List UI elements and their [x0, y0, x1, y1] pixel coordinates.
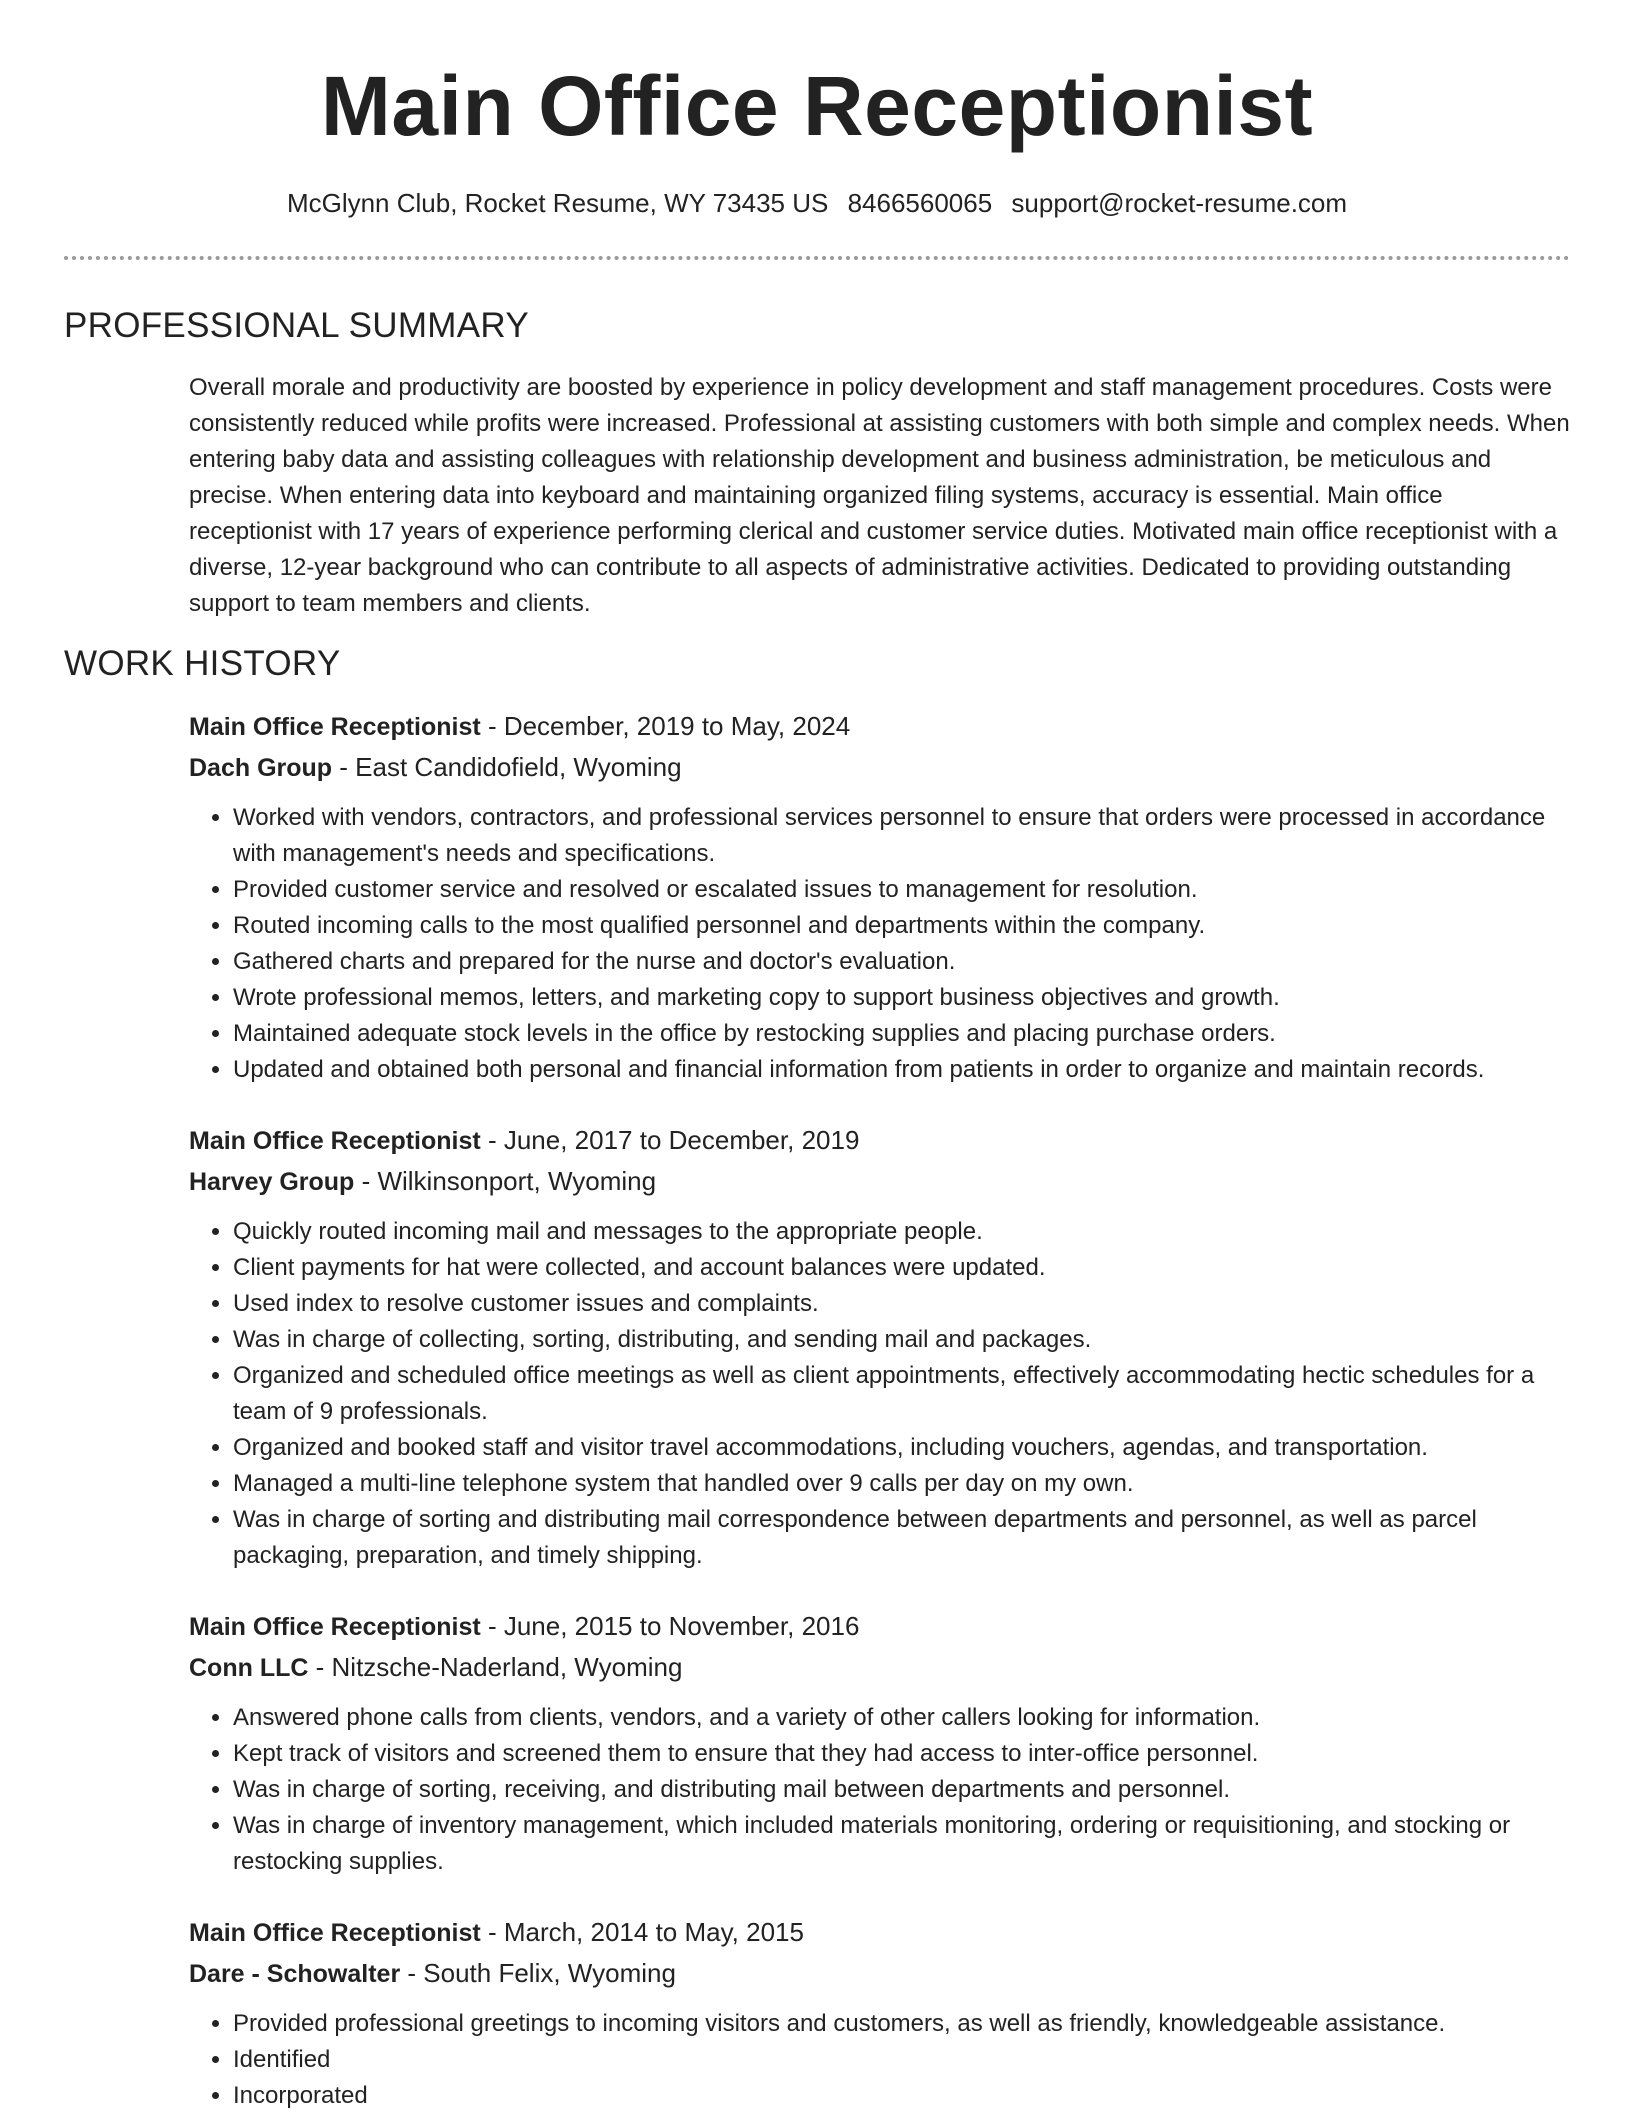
job-dates: - June, 2015 to November, 2016 — [480, 1611, 860, 1641]
job-bullet: • Was in charge of sorting, receiving, and distributing mail between departments and personnel. — [233, 1772, 1570, 1808]
job-title-line — [189, 1606, 1570, 1647]
job-role: Main Office Receptionist — [189, 713, 481, 741]
header-divider — [64, 256, 1570, 260]
contact-line — [64, 186, 1570, 220]
job-entry — [189, 1606, 1570, 1880]
job-bullet: • Answered phone calls from clients, vendors, and a variety of other callers looking for information. — [233, 1700, 1570, 1736]
job-bullet: • Managed a multi-line telephone system that handled over 9 calls per day on my own. — [233, 1466, 1570, 1502]
job-title-line — [189, 1912, 1570, 1953]
job-company-line — [189, 1647, 1570, 1688]
job-bullet: • Updated and obtained both personal and financial information from patients in order to organize and maintain records. — [233, 1052, 1570, 1088]
job-role: Main Office Receptionist — [189, 1919, 481, 1947]
job-dates: - June, 2017 to December, 2019 — [480, 1125, 860, 1155]
contact-phone[interactable]: 8466560065 — [847, 188, 993, 218]
job-location: - East Candidofield, Wyoming — [332, 752, 682, 782]
job-bullet: • Kept track of visitors and screened them to ensure that they had access to inter-office personnel. — [233, 1736, 1570, 1772]
job-company: Harvey Group — [189, 1168, 355, 1196]
job-role: Main Office Receptionist — [189, 1127, 481, 1155]
job-bullets — [189, 1700, 1570, 1880]
contact-email[interactable]: support@rocket-resume.com — [1011, 188, 1348, 218]
job-company-line — [189, 747, 1570, 788]
job-bullet: • Provided professional greetings to incoming visitors and customers, as well as friendly, knowledgeable assistance. — [233, 2006, 1570, 2042]
job-company-line — [189, 1161, 1570, 1202]
job-bullet: • Was in charge of sorting and distributing mail correspondence between departments and personnel, as well as parcel packaging, preparation, and timely shipping. — [233, 1502, 1570, 1574]
job-title-line — [189, 1120, 1570, 1161]
job-bullet: • Organized and scheduled office meetings as well as client appointments, effectively accommodating hectic schedules for a team of 9 professionals. — [233, 1358, 1570, 1430]
job-role: Main Office Receptionist — [189, 1613, 481, 1641]
job-entry — [189, 1912, 1570, 2114]
job-bullet: • Identified — [233, 2042, 1570, 2078]
job-entry — [189, 1120, 1570, 1574]
job-bullet: • Client payments for hat were collected, and account balances were updated. — [233, 1250, 1570, 1286]
job-bullet: • Worked with vendors, contractors, and professional services personnel to ensure that orders were processed in accordance with management's needs and specifications. — [233, 800, 1570, 872]
job-bullet: • Wrote professional memos, letters, and marketing copy to support business objectives and growth. — [233, 980, 1570, 1016]
job-bullet: • Routed incoming calls to the most qualified personnel and departments within the company. — [233, 908, 1570, 944]
job-bullet: • Was in charge of inventory management, which included materials monitoring, ordering or requisitioning, and stocking or restocking supplies. — [233, 1808, 1570, 1880]
job-dates: - December, 2019 to May, 2024 — [480, 711, 851, 741]
job-bullet: • Incorporated — [233, 2078, 1570, 2114]
job-bullet: • Used index to resolve customer issues and complaints. — [233, 1286, 1570, 1322]
work-history-heading: WORK HISTORY — [64, 644, 341, 683]
job-bullet: • Organized and booked staff and visitor travel accommodations, including vouchers, agendas, and transportation. — [233, 1430, 1570, 1466]
job-bullet: • Maintained adequate stock levels in the office by restocking supplies and placing purchase orders. — [233, 1016, 1570, 1052]
job-company: Dach Group — [189, 754, 333, 782]
job-company: Dare - Schowalter — [189, 1960, 401, 1988]
job-location: - Nitzsche-Naderland, Wyoming — [308, 1652, 683, 1682]
job-bullet: • Gathered charts and prepared for the nurse and doctor's evaluation. — [233, 944, 1570, 980]
job-dates: - March, 2014 to May, 2015 — [480, 1917, 804, 1947]
resume-page — [64, 0, 1570, 2114]
job-bullets — [189, 1214, 1570, 1574]
job-company: Conn LLC — [189, 1654, 309, 1682]
resume-name: Main Office Receptionist — [320, 59, 1314, 153]
summary-heading: PROFESSIONAL SUMMARY — [64, 306, 529, 345]
job-bullet: • Provided customer service and resolved or escalated issues to management for resolution. — [233, 872, 1570, 908]
job-bullet: • Was in charge of collecting, sorting, distributing, and sending mail and packages. — [233, 1322, 1570, 1358]
contact-address: McGlynn Club, Rocket Resume, WY 73435 US — [286, 188, 829, 218]
summary-text: Overall morale and productivity are boosted by experience in policy development and staff management procedures. Costs were consistently reduced while profits were increased. Professional at assisting customers with both simple and complex needs. When entering baby data and assisting colleagues with relationship development and business administration, be meticulous and precise. When entering data into keyboard and maintaining organized filing systems, accuracy is essential. Main office receptionist with 17 years of experience performing clerical and customer service duties. Motivated main office receptionist with a diverse, 12-year background who can contribute to all aspects of administrative activities. Dedicated to providing outstanding support to team members and clients. — [189, 374, 1570, 617]
job-company-line — [189, 1953, 1570, 1994]
job-location: - South Felix, Wyoming — [400, 1958, 676, 1988]
job-bullet: • Quickly routed incoming mail and messages to the appropriate people. — [233, 1214, 1570, 1250]
job-location: - Wilkinsonport, Wyoming — [354, 1166, 657, 1196]
job-bullets — [189, 800, 1570, 1088]
job-bullets — [189, 2006, 1570, 2114]
job-title-line — [189, 706, 1570, 747]
job-entry — [189, 706, 1570, 1088]
